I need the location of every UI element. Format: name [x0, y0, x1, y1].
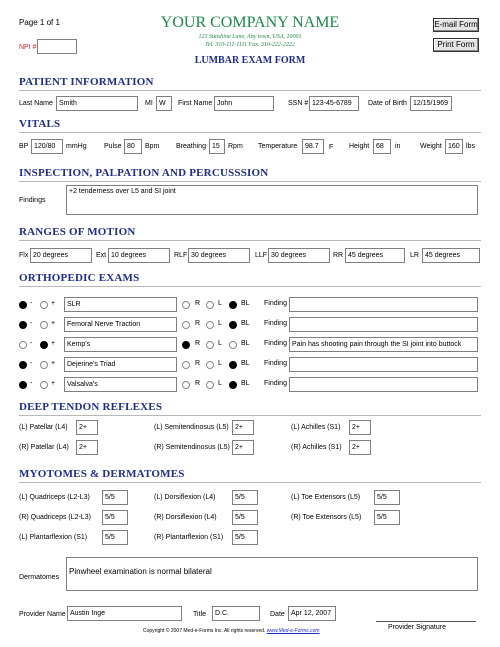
radio-bilateral[interactable]: [229, 361, 237, 369]
myotome-field[interactable]: 5/5: [102, 530, 128, 545]
pulse-label: Pulse: [104, 143, 122, 150]
plus-label: +: [51, 300, 56, 307]
pulse-field[interactable]: 80: [124, 139, 142, 154]
page-label: Page 1 of 1: [19, 18, 60, 27]
radio-minus[interactable]: [19, 321, 27, 329]
last-name-field[interactable]: Smith: [56, 96, 138, 111]
finding-field[interactable]: [289, 357, 478, 372]
finding-field[interactable]: [289, 317, 478, 332]
title-label: Title: [193, 611, 206, 618]
height-unit: in: [395, 143, 401, 150]
ext-field[interactable]: 10 degrees: [108, 248, 170, 263]
divider: [19, 415, 481, 416]
inspection-heading: INSPECTION, PALPATION AND PERCUSSSION: [19, 167, 269, 179]
plus-label: +: [51, 320, 56, 327]
flx-field[interactable]: 20 degrees: [30, 248, 92, 263]
weight-field[interactable]: 160: [445, 139, 463, 154]
dermatomes-label: Dermatomes: [19, 574, 60, 581]
weight-unit: lbs: [466, 143, 475, 150]
rr-label: RR: [333, 252, 344, 259]
form-title: LUMBAR EXAM FORM: [194, 55, 306, 66]
finding-label: Finding: [264, 340, 287, 347]
finding-field[interactable]: Pain has shooting pain through the SI joint into buttock: [289, 337, 478, 352]
myotome-label: (R) Plantarflexion (S1): [154, 534, 224, 541]
divider: [19, 240, 481, 241]
bp-label: BP: [19, 143, 29, 150]
myotome-label: (L) Dorsiflexion (L4): [154, 494, 216, 501]
rlf-field[interactable]: 30 degrees: [188, 248, 250, 263]
findings-field[interactable]: +2 tenderness over L5 and SI joint: [66, 185, 478, 215]
right-label: R: [195, 320, 201, 327]
npi-field[interactable]: [37, 39, 77, 54]
right-label: R: [195, 340, 201, 347]
test-name-field[interactable]: Valsalva's: [64, 377, 177, 392]
radio-right[interactable]: [182, 321, 190, 329]
llf-label: LLF: [255, 252, 268, 259]
plus-label: +: [51, 360, 56, 367]
radio-plus[interactable]: [40, 381, 48, 389]
radio-plus[interactable]: [40, 341, 48, 349]
reflex-label: (R) Semitendinosus (L5): [154, 444, 230, 451]
reflex-label: (R) Patellar (L4): [19, 444, 69, 451]
minus-label: -: [30, 340, 33, 347]
reflex-label: (L) Patellar (L4): [19, 424, 68, 431]
myotome-label: (L) Quadriceps (L2-L3): [19, 494, 90, 501]
radio-bilateral[interactable]: [229, 301, 237, 309]
ext-label: Ext: [96, 252, 107, 259]
plus-label: +: [51, 380, 56, 387]
test-name-field[interactable]: Femoral Nerve Traction: [64, 317, 177, 332]
rom-heading: RANGES OF MOTION: [19, 226, 136, 238]
rr-field[interactable]: 45 degrees: [345, 248, 405, 263]
left-label: L: [218, 360, 222, 367]
test-name-field[interactable]: SLR: [64, 297, 177, 312]
date-field[interactable]: Apr 12, 2007: [288, 606, 336, 621]
bilateral-label: BL: [241, 360, 250, 367]
radio-right[interactable]: [182, 341, 190, 349]
date-label: Date: [270, 611, 285, 618]
breathing-field[interactable]: 15: [209, 139, 225, 154]
flx-label: Flx: [19, 252, 29, 259]
left-label: L: [218, 380, 222, 387]
dob-field[interactable]: 12/15/1969: [410, 96, 452, 111]
patient-info-heading: PATIENT INFORMATION: [19, 76, 154, 88]
temperature-unit: F: [329, 144, 334, 151]
mi-label: MI: [145, 100, 153, 107]
lr-field[interactable]: 45 degrees: [422, 248, 480, 263]
finding-label: Finding: [264, 300, 287, 307]
divider: [19, 90, 481, 91]
myotome-label: (L) Plantarflexion (S1): [19, 534, 88, 541]
radio-right[interactable]: [182, 301, 190, 309]
myotome-field[interactable]: 5/5: [102, 490, 128, 505]
radio-left[interactable]: [206, 301, 214, 309]
plus-label: +: [51, 340, 56, 347]
myotome-field[interactable]: 5/5: [232, 510, 258, 525]
company-phone: Tel. 310-111-1111 Fax. 310-222-2222: [205, 42, 295, 48]
temperature-field[interactable]: 98.7: [302, 139, 324, 154]
first-name-label: First Name: [178, 100, 213, 107]
bilateral-label: BL: [241, 380, 250, 387]
dob-label: Date of Birth: [368, 100, 407, 107]
last-name-label: Last Name: [19, 100, 53, 107]
ssn-field[interactable]: 123-45-6789: [309, 96, 359, 111]
pulse-unit: Bpm: [145, 143, 160, 150]
finding-label: Finding: [264, 360, 287, 367]
reflex-field[interactable]: 2+: [232, 440, 254, 455]
provider-label: Provider Name: [19, 611, 66, 618]
radio-minus[interactable]: [19, 381, 27, 389]
finding-label: Finding: [264, 380, 287, 387]
radio-right[interactable]: [182, 381, 190, 389]
right-label: R: [195, 300, 201, 307]
right-label: R: [195, 360, 201, 367]
myo-heading: MYOTOMES & DERMATOMES: [19, 468, 185, 480]
reflex-field[interactable]: 2+: [232, 420, 254, 435]
left-label: L: [218, 340, 222, 347]
copyright: [143, 628, 320, 634]
signature-label: Provider Signature: [388, 624, 446, 631]
npi-label: NPI #: [19, 44, 37, 51]
divider: [19, 181, 481, 182]
first-name-field[interactable]: John: [214, 96, 274, 111]
finding-field[interactable]: [289, 297, 478, 312]
dermatomes-field[interactable]: Pinwheel examination is normal bilateral: [66, 557, 478, 591]
reflex-field[interactable]: 2+: [76, 440, 98, 455]
minus-label: -: [30, 320, 33, 327]
myotome-field[interactable]: 5/5: [232, 530, 258, 545]
minus-label: -: [30, 300, 33, 307]
reflex-label: (L) Achilles (S1): [291, 424, 341, 431]
myotome-label: (L) Toe Extensors (L5): [291, 494, 361, 501]
findings-label: Findings: [19, 197, 46, 204]
lr-label: LR: [410, 252, 419, 259]
myotome-label: (R) Quadriceps (L2-L3): [19, 514, 91, 521]
bilateral-label: BL: [241, 300, 250, 307]
signature-line: [376, 621, 476, 622]
minus-label: -: [30, 380, 33, 387]
radio-left[interactable]: [206, 321, 214, 329]
title-field[interactable]: D.C.: [212, 606, 260, 621]
minus-label: -: [30, 360, 33, 367]
rlf-label: RLF: [174, 252, 188, 259]
myotome-field[interactable]: 5/5: [374, 510, 400, 525]
radio-plus[interactable]: [40, 321, 48, 329]
divider: [19, 286, 481, 287]
breathing-unit: Rpm: [228, 143, 243, 150]
radio-left[interactable]: [206, 341, 214, 349]
llf-field[interactable]: 30 degrees: [268, 248, 330, 263]
reflex-label: (R) Achilles (S1): [291, 444, 342, 451]
radio-left[interactable]: [206, 381, 214, 389]
bp-field[interactable]: 120/80: [31, 139, 63, 154]
myotome-label: (R) Dorsiflexion (L4): [154, 514, 217, 521]
radio-right[interactable]: [182, 361, 190, 369]
website-link[interactable]: www.Med-e-Forms.com: [266, 628, 320, 634]
divider: [19, 482, 481, 483]
myotome-field[interactable]: 5/5: [374, 490, 400, 505]
radio-plus[interactable]: [40, 301, 48, 309]
finding-label: Finding: [264, 320, 287, 327]
radio-left[interactable]: [206, 361, 214, 369]
radio-minus[interactable]: [19, 341, 27, 349]
company-name: YOUR COMPANY NAME: [160, 14, 340, 31]
myotome-field[interactable]: 5/5: [232, 490, 258, 505]
ssn-label: SSN #: [288, 100, 309, 107]
dtr-heading: DEEP TENDON REFLEXES: [19, 401, 163, 413]
height-label: Height: [349, 143, 370, 150]
reflex-field[interactable]: 2+: [349, 420, 371, 435]
mi-field[interactable]: W: [156, 96, 172, 111]
reflex-label: (L) Semitendinosus (L5): [154, 424, 229, 431]
bilateral-label: BL: [241, 340, 250, 347]
radio-bilateral[interactable]: [229, 341, 237, 349]
myotome-field[interactable]: 5/5: [102, 510, 128, 525]
bilateral-label: BL: [241, 320, 250, 327]
breathing-label: Breathing: [176, 143, 206, 150]
myotome-label: (R) Toe Extensors (L5): [291, 514, 362, 521]
temperature-label: Temperature: [258, 143, 298, 150]
company-address: 123 Sunshine Lane, Any town, USA, 10001: [198, 34, 302, 40]
height-field[interactable]: 68: [373, 139, 391, 154]
radio-bilateral[interactable]: [229, 381, 237, 389]
provider-field[interactable]: Austin Inge: [67, 606, 182, 621]
copyright-text: Copyright © 2007 Med-e-Forms Inc. All rights reserved.: [143, 628, 266, 634]
bp-unit: mmHg: [66, 143, 87, 150]
reflex-field[interactable]: 2+: [349, 440, 371, 455]
ortho-heading: ORTHOPEDIC EXAMS: [19, 272, 140, 284]
radio-bilateral[interactable]: [229, 321, 237, 329]
test-name-field[interactable]: Kemp's: [64, 337, 177, 352]
vitals-heading: VITALS: [19, 118, 61, 130]
radio-minus[interactable]: [19, 301, 27, 309]
print-form-button[interactable]: Print Form: [433, 38, 479, 52]
test-name-field[interactable]: Dejerine's Triad: [64, 357, 177, 372]
left-label: L: [218, 300, 222, 307]
right-label: R: [195, 380, 201, 387]
radio-minus[interactable]: [19, 361, 27, 369]
radio-plus[interactable]: [40, 361, 48, 369]
divider: [19, 132, 481, 133]
email-form-button[interactable]: E-mail Form: [433, 18, 479, 32]
reflex-field[interactable]: 2+: [76, 420, 98, 435]
finding-field[interactable]: [289, 377, 478, 392]
weight-label: Weight: [420, 143, 442, 150]
left-label: L: [218, 320, 222, 327]
